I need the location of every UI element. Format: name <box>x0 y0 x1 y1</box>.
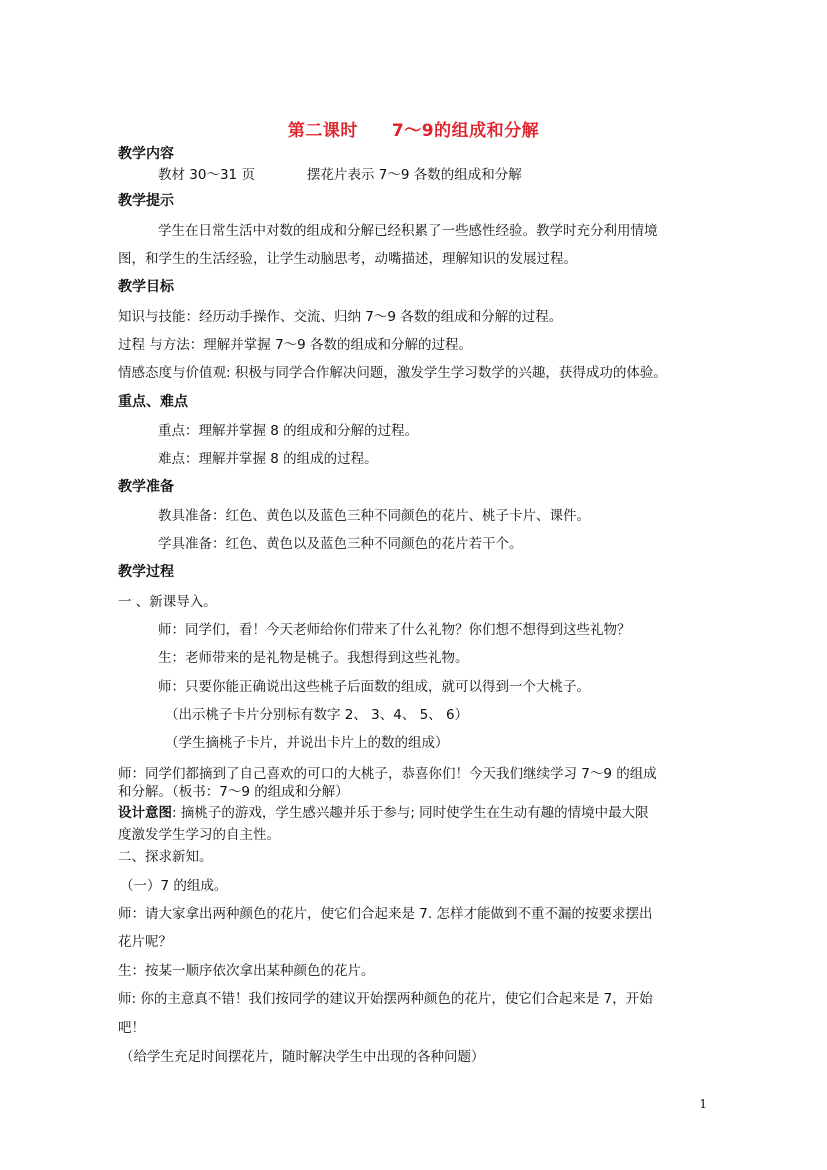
content-activity: 摆花片表示 7～9 各数的组成和分解 <box>306 167 522 183</box>
process-line: （出示桃子卡片分别标有数字 2、 3、4、 5、 6） <box>165 707 469 723</box>
process-line: （一）7 的组成。 <box>120 878 228 894</box>
process-line: 师：请大家拿出两种颜色的花片，使它们合起来是 7. 怎样才能做到不重不漏的按要求摆出 <box>118 906 653 922</box>
design-intent-text: : 摘桃子的游戏，学生感兴趣并乐于参与; 同时使学生在生动有趣的情境中最大限 <box>172 805 649 821</box>
hint-line-2: 图，和学生的生活经验，让学生动脑思考，动嘴描述，理解知识的发展过程。 <box>118 251 577 267</box>
process-line: 一 、新课导入。 <box>118 594 217 610</box>
heading-process: 教学过程 <box>118 564 174 580</box>
process-line: 师：同学们，看！今天老师给你们带来了什么礼物？你们想不想得到这些礼物？ <box>158 622 631 638</box>
heading-goals: 教学目标 <box>118 279 174 295</box>
heading-hint: 教学提示 <box>118 193 174 209</box>
heading-content: 教学内容 <box>118 146 174 162</box>
goal-line-2: 过程 与方法：理解并掌握 7～9 各数的组成和分解的过程。 <box>118 337 473 353</box>
difficulty-line: 难点：理解并掌握 8 的组成的过程。 <box>158 451 378 467</box>
content-line <box>158 166 522 184</box>
process-line: 和分解。（板书：7～9 的组成和分解） <box>118 784 349 800</box>
process-line: 度激发学生学习的自主性。 <box>118 827 280 843</box>
goal-line-3: 情感态度与价值观: 积极与同学合作解决问题，激发学生学习数学的兴趣，获得成功的体验。 <box>118 365 667 381</box>
lesson-title <box>0 116 827 141</box>
content-pages: 教材 30～31 页 <box>158 167 255 183</box>
title-lesson-number: 第二课时 <box>287 121 358 141</box>
prep-line-1: 教具准备：红色、黄色以及蓝色三种不同颜色的花片、桃子卡片、课件。 <box>158 508 590 524</box>
prep-line-2: 学具准备：红色、黄色以及蓝色三种不同颜色的花片若干个。 <box>158 536 523 552</box>
hint-line-1: 学生在日常生活中对数的组成和分解已经积累了一些感性经验。教学时充分利用情境 <box>158 223 658 239</box>
goal-line-1: 知识与技能：经历动手操作、交流、归纳 7～9 各数的组成和分解的过程。 <box>118 309 563 325</box>
process-line: （给学生充足时间摆花片，随时解决学生中出现的各种问题） <box>120 1049 485 1065</box>
heading-key-points: 重点、难点 <box>118 394 188 410</box>
process-line: 师：只要你能正确说出这些桃子后面数的组成，就可以得到一个大桃子。 <box>158 679 590 695</box>
process-line: 生：按某一顺序依次拿出某种颜色的花片。 <box>118 963 375 979</box>
process-line: 二、探求新知。 <box>118 849 213 865</box>
process-line: 师: 你的主意真不错！我们按同学的建议开始摆两种颜色的花片，使它们合起来是 7，开始 <box>118 991 653 1007</box>
process-line: 花片呢？ <box>118 934 172 950</box>
design-intent-label: 设计意图 <box>118 805 172 821</box>
key-point-line: 重点：理解并掌握 8 的组成和分解的过程。 <box>158 423 419 439</box>
design-intent-line <box>118 804 649 822</box>
heading-preparation: 教学准备 <box>118 479 174 495</box>
process-line: 师：同学们都摘到了自己喜欢的可口的大桃子，恭喜你们！今天我们继续学习 7～9 的组成 <box>118 766 657 782</box>
title-topic: 7～9的组成和分解 <box>391 121 540 141</box>
process-line: 生：老师带来的是礼物是桃子。我想得到这些礼物。 <box>158 650 469 666</box>
process-line: 吧！ <box>118 1020 145 1036</box>
process-line: （学生摘桃子卡片，并说出卡片上的数的组成） <box>165 735 449 751</box>
page-number: 1 <box>699 1097 707 1111</box>
